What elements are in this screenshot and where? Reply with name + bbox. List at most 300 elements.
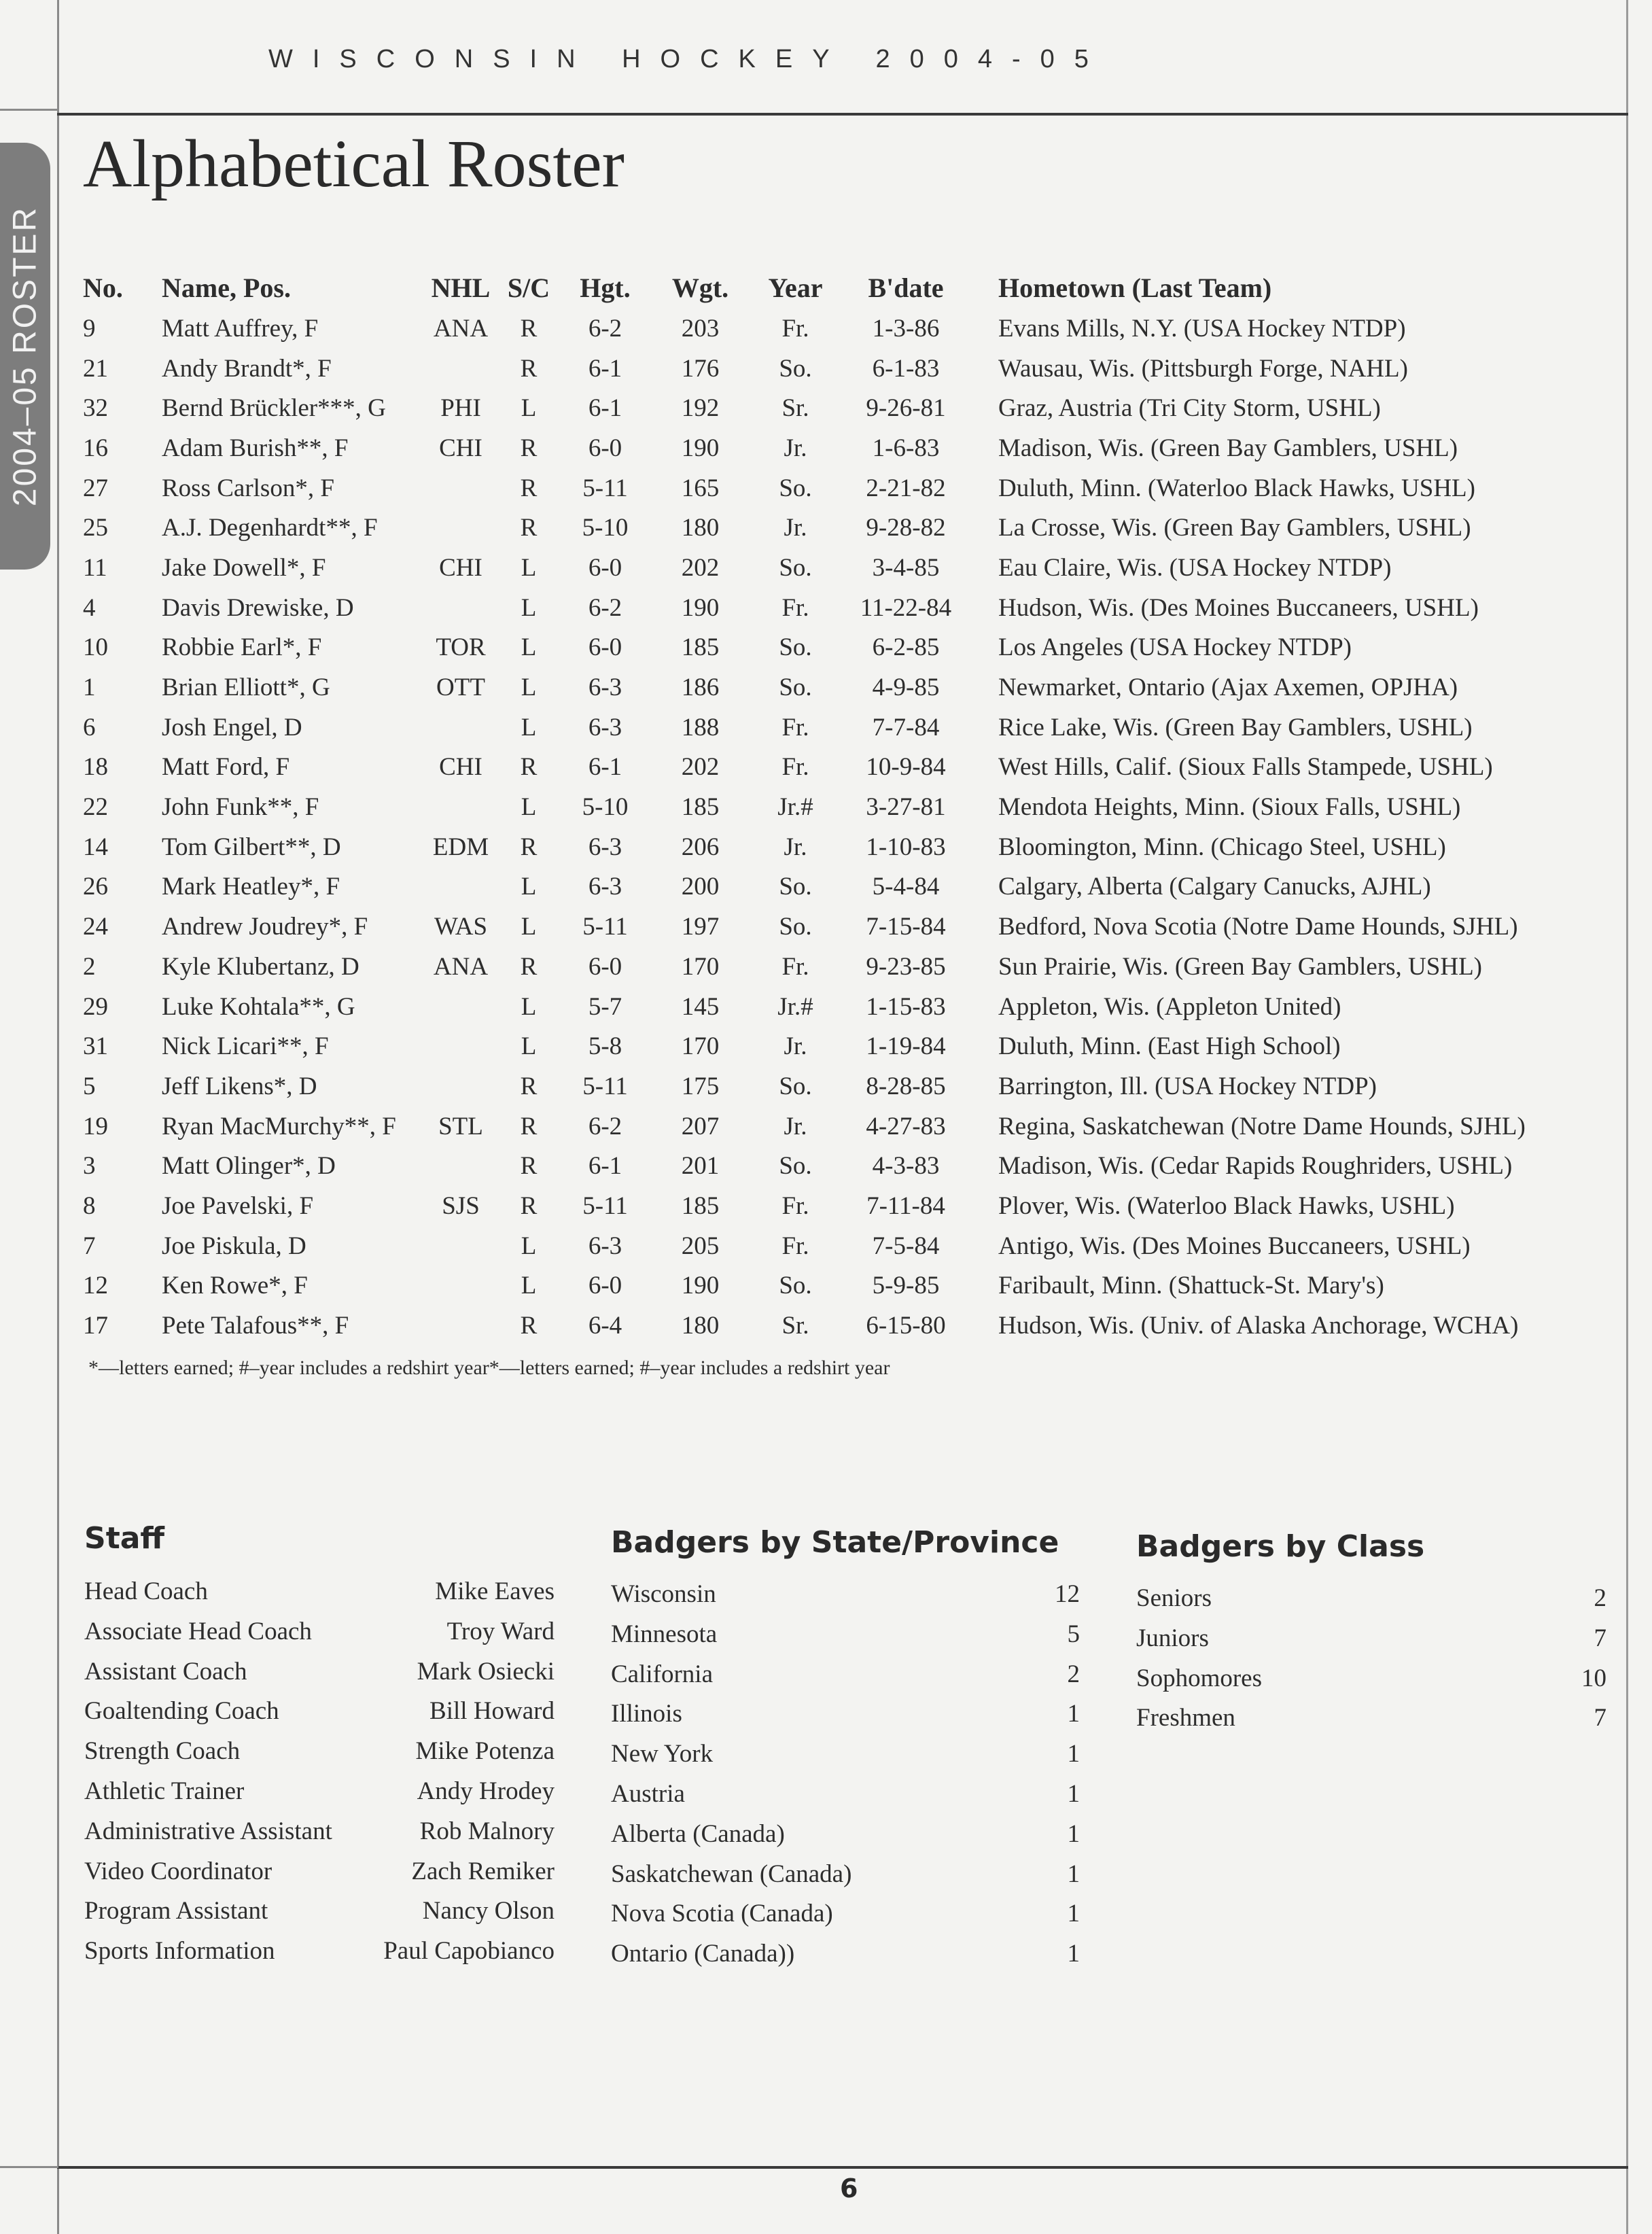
cell-year: So.: [779, 1072, 812, 1100]
class-row-label: Sophomores: [1136, 1664, 1262, 1692]
cell-hometown: Antigo, Wis. (Des Moines Buccaneers, USHL): [998, 1232, 1471, 1260]
staff-row-label: Video Coordinator: [84, 1857, 273, 1885]
table-row: [80, 628, 1558, 668]
cell-hometown: Duluth, Minn. (East High School): [998, 1032, 1341, 1061]
cell-number: 12: [83, 1272, 108, 1300]
cell-birthdate: 1-6-83: [872, 434, 940, 462]
cell-number: 22: [83, 793, 108, 822]
cell-hometown: Regina, Saskatchewan (Notre Dame Hounds, SJHL): [998, 1112, 1526, 1140]
staff-row-label: Athletic Trainer: [84, 1777, 245, 1805]
cell-year: Fr.: [781, 314, 809, 343]
cell-year: Jr.: [784, 434, 807, 462]
cell-birthdate: 2-21-82: [866, 474, 946, 502]
table-row: [80, 508, 1558, 548]
cell-weight: 202: [681, 553, 720, 582]
staff-row: [84, 1696, 555, 1736]
cell-nhl: [427, 867, 495, 907]
staff-row-value: Rob Malnory: [419, 1817, 555, 1845]
cell-nhl: [427, 508, 495, 548]
class-row: [1136, 1664, 1606, 1704]
table-row: [80, 907, 1558, 947]
cell-birthdate: 7-15-84: [866, 913, 946, 941]
table-row: [80, 349, 1558, 389]
state-row: [611, 1739, 1080, 1779]
cell-birthdate: 6-15-80: [866, 1312, 946, 1340]
state-row: [611, 1620, 1080, 1660]
col-header-weight: Wgt.: [671, 272, 729, 303]
cell-weight: 192: [681, 394, 720, 423]
class-row-value: 2: [1594, 1584, 1606, 1612]
side-tab: [0, 143, 50, 570]
cell-height: 5-8: [588, 1032, 622, 1061]
cell-nhl: [427, 588, 495, 628]
cell-height: 6-3: [588, 833, 622, 861]
state-row-value: 1: [1067, 1860, 1080, 1888]
class-row-label: Freshmen: [1136, 1704, 1235, 1732]
cell-year: Fr.: [781, 713, 809, 741]
cell-hometown: Hudson, Wis. (Des Moines Buccaneers, USHL): [998, 593, 1479, 622]
cell-nhl: [427, 1266, 495, 1306]
cell-name-pos: Robbie Earl*, F: [162, 633, 322, 662]
cell-shoots: R: [520, 1072, 538, 1100]
state-row: [611, 1779, 1080, 1819]
table-row: [80, 827, 1558, 867]
col-header-nhl: NHL: [431, 272, 491, 303]
class-row-label: Juniors: [1136, 1624, 1209, 1652]
cell-weight: 197: [681, 913, 720, 941]
left-frame-line: [57, 0, 59, 2234]
cell-year: Fr.: [781, 952, 809, 981]
staff-row-value: Bill Howard: [429, 1697, 555, 1726]
cell-weight: 206: [681, 833, 720, 861]
staff-row-value: Nancy Olson: [422, 1897, 555, 1925]
cell-hometown: Bedford, Nova Scotia (Notre Dame Hounds, SJHL): [998, 913, 1518, 941]
cell-name-pos: Brian Elliott*, G: [162, 674, 330, 702]
cell-shoots: L: [521, 793, 537, 822]
cell-shoots: L: [521, 873, 537, 901]
table-row: [80, 1226, 1558, 1266]
cell-height: 6-0: [588, 553, 622, 582]
cell-nhl: ANA: [433, 952, 489, 981]
roster-header-row: [80, 266, 1558, 309]
cell-height: 5-10: [582, 793, 629, 822]
cell-shoots: L: [521, 1232, 537, 1260]
cell-year: Jr.: [784, 1032, 807, 1061]
cell-nhl: [427, 1306, 495, 1346]
state-row-label: Minnesota: [611, 1620, 718, 1648]
cell-birthdate: 1-19-84: [866, 1032, 946, 1061]
cell-number: 2: [83, 952, 96, 981]
cell-hometown: Duluth, Minn. (Waterloo Black Hawks, USHL): [998, 474, 1475, 502]
roster-body: [80, 309, 1558, 1346]
cell-weight: 190: [681, 593, 720, 622]
cell-birthdate: 6-2-85: [872, 633, 940, 662]
staff-row-label: Head Coach: [84, 1577, 208, 1605]
cell-number: 26: [83, 873, 108, 901]
cell-birthdate: 11-22-84: [860, 593, 952, 622]
cell-number: 16: [83, 434, 108, 462]
state-row-value: 1: [1067, 1900, 1080, 1928]
side-tab-label: 2004–05 ROSTER: [7, 205, 43, 507]
table-row: [80, 708, 1558, 748]
cell-year: So.: [779, 354, 812, 383]
staff-row: [84, 1777, 555, 1817]
roster-table: [80, 266, 1558, 1346]
class-heading: Badgers by Class: [1136, 1529, 1425, 1564]
cell-height: 5-11: [582, 913, 628, 941]
cell-number: 25: [83, 514, 108, 542]
cell-height: 6-1: [588, 354, 622, 383]
cell-number: 21: [83, 354, 108, 383]
cell-weight: 185: [681, 793, 720, 822]
cell-birthdate: 9-23-85: [866, 952, 946, 981]
cell-weight: 180: [681, 514, 720, 542]
cell-weight: 175: [681, 1072, 720, 1100]
cell-height: 5-11: [582, 1072, 628, 1100]
cell-name-pos: Ross Carlson*, F: [162, 474, 334, 502]
cell-height: 5-11: [582, 1191, 628, 1220]
cell-birthdate: 4-9-85: [872, 674, 940, 702]
cell-year: So.: [779, 913, 812, 941]
table-row: [80, 588, 1558, 628]
cell-nhl: OTT: [436, 674, 485, 702]
cell-birthdate: 3-27-81: [866, 793, 946, 822]
cell-shoots: L: [521, 593, 537, 622]
col-header-hometown: Hometown (Last Team): [998, 272, 1272, 303]
cell-nhl: [427, 1066, 495, 1106]
state-row-value: 1: [1067, 1940, 1080, 1968]
right-frame-line: [1626, 0, 1628, 2234]
state-row: [611, 1899, 1080, 1939]
cell-weight: 190: [681, 1272, 720, 1300]
cell-height: 6-3: [588, 713, 622, 741]
cell-number: 4: [83, 593, 96, 622]
cell-shoots: R: [520, 1191, 538, 1220]
cell-shoots: L: [521, 633, 537, 662]
table-row: [80, 468, 1558, 508]
cell-year: Fr.: [781, 1191, 809, 1220]
state-row-label: Illinois: [611, 1700, 682, 1728]
table-row: [80, 1066, 1558, 1106]
table-row: [80, 388, 1558, 428]
cell-number: 10: [83, 633, 108, 662]
cell-shoots: L: [521, 394, 537, 423]
class-row-label: Seniors: [1136, 1584, 1212, 1612]
cell-shoots: R: [520, 514, 538, 542]
cell-weight: 170: [681, 1032, 720, 1061]
staff-list: [84, 1577, 555, 1976]
staff-row-label: Assistant Coach: [84, 1657, 247, 1686]
cell-year: Fr.: [781, 1232, 809, 1260]
class-list: [1136, 1584, 1606, 1743]
cell-height: 6-3: [588, 873, 622, 901]
cell-nhl: CHI: [439, 553, 482, 582]
cell-hometown: Wausau, Wis. (Pittsburgh Forge, NAHL): [998, 354, 1408, 383]
col-header-birthdate: B'date: [868, 272, 944, 303]
cell-weight: 190: [681, 434, 720, 462]
cell-hometown: Madison, Wis. (Green Bay Gamblers, USHL): [998, 434, 1458, 462]
cell-nhl: [427, 1026, 495, 1066]
cell-weight: 201: [681, 1152, 720, 1181]
staff-row-label: Administrative Assistant: [84, 1817, 332, 1845]
class-row-value: 7: [1594, 1704, 1606, 1732]
cell-hometown: La Crosse, Wis. (Green Bay Gamblers, USHL): [998, 514, 1471, 542]
cell-number: 11: [83, 553, 107, 582]
cell-name-pos: John Funk**, F: [162, 793, 319, 822]
cell-shoots: L: [521, 992, 537, 1021]
table-row: [80, 1146, 1558, 1186]
cell-name-pos: Adam Burish**, F: [162, 434, 349, 462]
cell-year: So.: [779, 553, 812, 582]
cell-nhl: [427, 708, 495, 748]
cell-number: 7: [83, 1232, 96, 1260]
cell-year: Jr.: [784, 833, 807, 861]
col-header-name: Name, Pos.: [162, 272, 291, 303]
staff-row-label: Goaltending Coach: [84, 1697, 279, 1726]
cell-number: 3: [83, 1152, 96, 1181]
cell-weight: 170: [681, 952, 720, 981]
state-row: [611, 1939, 1080, 1979]
cell-weight: 185: [681, 1191, 720, 1220]
running-head: WISCONSIN HOCKEY 2004-05: [268, 45, 1108, 73]
table-row: [80, 1306, 1558, 1346]
cell-height: 6-3: [588, 1232, 622, 1260]
state-row-value: 1: [1067, 1740, 1080, 1768]
cell-year: Jr.: [784, 1112, 807, 1140]
cell-number: 27: [83, 474, 108, 502]
cell-hometown: Bloomington, Minn. (Chicago Steel, USHL): [998, 833, 1446, 861]
cell-nhl: [427, 1226, 495, 1266]
cell-number: 18: [83, 753, 108, 782]
state-row-value: 1: [1067, 1819, 1080, 1848]
cell-name-pos: A.J. Degenhardt**, F: [162, 514, 378, 542]
roster-footnote: *—letters earned; #–year includes a redshirt year*—letters earned; #–year includes a redshirt year: [88, 1357, 890, 1379]
cell-year: So.: [779, 1152, 812, 1181]
cell-weight: 207: [681, 1112, 720, 1140]
cell-height: 6-2: [588, 593, 622, 622]
cell-birthdate: 1-15-83: [866, 992, 946, 1021]
staff-row-value: Mark Osiecki: [417, 1657, 555, 1686]
cell-birthdate: 10-9-84: [866, 753, 946, 782]
cell-shoots: R: [520, 434, 538, 462]
state-row-label: New York: [611, 1740, 714, 1768]
staff-row-label: Strength Coach: [84, 1737, 241, 1766]
cell-hometown: Graz, Austria (Tri City Storm, USHL): [998, 394, 1381, 423]
cell-name-pos: Joe Pavelski, F: [162, 1191, 314, 1220]
state-row-value: 5: [1067, 1620, 1080, 1648]
cell-name-pos: Luke Kohtala**, G: [162, 992, 355, 1021]
cell-birthdate: 5-4-84: [872, 873, 940, 901]
state-row: [611, 1819, 1080, 1860]
staff-row: [84, 1577, 555, 1617]
cell-number: 8: [83, 1191, 96, 1220]
cell-height: 5-11: [582, 474, 628, 502]
table-row: [80, 428, 1558, 468]
cell-height: 5-10: [582, 514, 629, 542]
cell-birthdate: 3-4-85: [872, 553, 940, 582]
cell-height: 6-1: [588, 394, 622, 423]
cell-nhl: [427, 349, 495, 389]
cell-weight: 205: [681, 1232, 720, 1260]
cell-name-pos: Matt Ford, F: [162, 753, 290, 782]
cell-hometown: Evans Mills, N.Y. (USA Hockey NTDP): [998, 314, 1406, 343]
cell-shoots: R: [520, 354, 538, 383]
state-row-label: California: [611, 1660, 714, 1688]
table-row: [80, 787, 1558, 827]
col-header-sc: S/C: [507, 272, 550, 303]
cell-nhl: STL: [438, 1112, 483, 1140]
staff-row: [84, 1617, 555, 1657]
state-list: [611, 1579, 1080, 1979]
cell-number: 31: [83, 1032, 108, 1061]
cell-shoots: R: [520, 474, 538, 502]
state-row-value: 1: [1067, 1700, 1080, 1728]
cell-hometown: Plover, Wis. (Waterloo Black Hawks, USHL): [998, 1191, 1455, 1220]
bottom-rule-margin: [0, 2166, 58, 2168]
cell-nhl: TOR: [436, 633, 486, 662]
cell-shoots: R: [520, 314, 538, 343]
cell-height: 6-3: [588, 674, 622, 702]
cell-year: Jr.: [784, 514, 807, 542]
cell-height: 5-7: [588, 992, 622, 1021]
cell-shoots: L: [521, 1032, 537, 1061]
class-row: [1136, 1624, 1606, 1664]
staff-row-value: Troy Ward: [446, 1617, 555, 1645]
cell-birthdate: 1-10-83: [866, 833, 946, 861]
cell-height: 6-0: [588, 952, 622, 981]
cell-birthdate: 1-3-86: [872, 314, 940, 343]
cell-hometown: Eau Claire, Wis. (USA Hockey NTDP): [998, 553, 1392, 582]
top-rule: [57, 113, 1628, 116]
cell-name-pos: Jeff Likens*, D: [162, 1072, 317, 1100]
cell-weight: 180: [681, 1312, 720, 1340]
cell-name-pos: Andrew Joudrey*, F: [162, 913, 368, 941]
cell-nhl: CHI: [439, 434, 482, 462]
state-heading: Badgers by State/Province: [611, 1525, 1059, 1560]
table-row: [80, 1186, 1558, 1226]
col-header-year: Year: [768, 272, 823, 303]
cell-hometown: Rice Lake, Wis. (Green Bay Gamblers, USHL): [998, 713, 1473, 741]
cell-shoots: L: [521, 1272, 537, 1300]
table-row: [80, 1266, 1558, 1306]
staff-row-value: Andy Hrodey: [417, 1777, 555, 1805]
cell-shoots: R: [520, 833, 538, 861]
bottom-rule: [57, 2166, 1628, 2169]
staff-row: [84, 1736, 555, 1777]
cell-weight: 176: [681, 354, 720, 383]
staff-row-value: Paul Capobianco: [383, 1937, 555, 1966]
cell-weight: 200: [681, 873, 720, 901]
cell-birthdate: 9-28-82: [866, 514, 946, 542]
staff-row-label: Sports Information: [84, 1937, 275, 1966]
cell-birthdate: 7-11-84: [866, 1191, 945, 1220]
cell-nhl: WAS: [434, 913, 488, 941]
staff-row: [84, 1896, 555, 1936]
cell-birthdate: 9-26-81: [866, 394, 946, 423]
cell-hometown: West Hills, Calif. (Sioux Falls Stampede, USHL): [998, 753, 1493, 782]
cell-hometown: Barrington, Ill. (USA Hockey NTDP): [998, 1072, 1377, 1100]
staff-row-value: Zach Remiker: [411, 1857, 555, 1885]
cell-height: 6-0: [588, 633, 622, 662]
cell-name-pos: Ken Rowe*, F: [162, 1272, 308, 1300]
cell-hometown: Faribault, Minn. (Shattuck-St. Mary's): [998, 1272, 1384, 1300]
cell-name-pos: Tom Gilbert**, D: [162, 833, 341, 861]
table-row: [80, 987, 1558, 1027]
state-row-label: Austria: [611, 1779, 685, 1808]
cell-birthdate: 4-3-83: [872, 1152, 940, 1181]
cell-name-pos: Matt Olinger*, D: [162, 1152, 336, 1181]
cell-shoots: R: [520, 1152, 538, 1181]
cell-nhl: PHI: [440, 394, 481, 423]
page-title: Alphabetical Roster: [83, 126, 625, 201]
cell-name-pos: Jake Dowell*, F: [162, 553, 326, 582]
cell-shoots: R: [520, 1112, 538, 1140]
class-row: [1136, 1584, 1606, 1624]
cell-name-pos: Kyle Klubertanz, D: [162, 952, 359, 981]
table-row: [80, 1106, 1558, 1147]
cell-birthdate: 8-28-85: [866, 1072, 946, 1100]
cell-number: 9: [83, 314, 96, 343]
state-row: [611, 1579, 1080, 1620]
page-number: 6: [840, 2174, 858, 2203]
cell-weight: 202: [681, 753, 720, 782]
state-row: [611, 1699, 1080, 1739]
cell-number: 6: [83, 713, 96, 741]
cell-height: 6-4: [588, 1312, 622, 1340]
cell-weight: 186: [681, 674, 720, 702]
cell-number: 24: [83, 913, 108, 941]
staff-row: [84, 1817, 555, 1857]
cell-number: 1: [83, 674, 96, 702]
cell-hometown: Los Angeles (USA Hockey NTDP): [998, 633, 1352, 662]
cell-year: Fr.: [781, 753, 809, 782]
cell-name-pos: Pete Talafous**, F: [162, 1312, 349, 1340]
cell-shoots: L: [521, 713, 537, 741]
cell-number: 5: [83, 1072, 96, 1100]
cell-year: Sr.: [781, 1312, 809, 1340]
cell-hometown: Calgary, Alberta (Calgary Canucks, AJHL): [998, 873, 1431, 901]
cell-nhl: [427, 987, 495, 1027]
state-row-label: Wisconsin: [611, 1580, 716, 1608]
class-row: [1136, 1703, 1606, 1743]
staff-row-label: Program Assistant: [84, 1897, 268, 1925]
state-row: [611, 1860, 1080, 1900]
cell-nhl: SJS: [442, 1191, 480, 1220]
cell-year: Jr.#: [777, 793, 813, 822]
cell-hometown: Hudson, Wis. (Univ. of Alaska Anchorage, WCHA): [998, 1312, 1519, 1340]
table-row: [80, 748, 1558, 788]
cell-year: Fr.: [781, 593, 809, 622]
cell-weight: 203: [681, 314, 720, 343]
col-header-height: Hgt.: [580, 272, 631, 303]
state-row-value: 12: [1055, 1580, 1080, 1608]
cell-year: So.: [779, 474, 812, 502]
col-header-no: No.: [83, 272, 123, 303]
cell-number: 32: [83, 394, 108, 423]
staff-row: [84, 1936, 555, 1976]
cell-name-pos: Mark Heatley*, F: [162, 873, 340, 901]
table-row: [80, 947, 1558, 987]
table-row: [80, 1026, 1558, 1066]
cell-height: 6-2: [588, 314, 622, 343]
state-row-value: 1: [1067, 1779, 1080, 1808]
cell-weight: 165: [681, 474, 720, 502]
cell-weight: 145: [681, 992, 720, 1021]
table-row: [80, 309, 1558, 349]
cell-nhl: ANA: [433, 314, 489, 343]
cell-nhl: EDM: [432, 833, 489, 861]
cell-year: Sr.: [781, 394, 809, 423]
